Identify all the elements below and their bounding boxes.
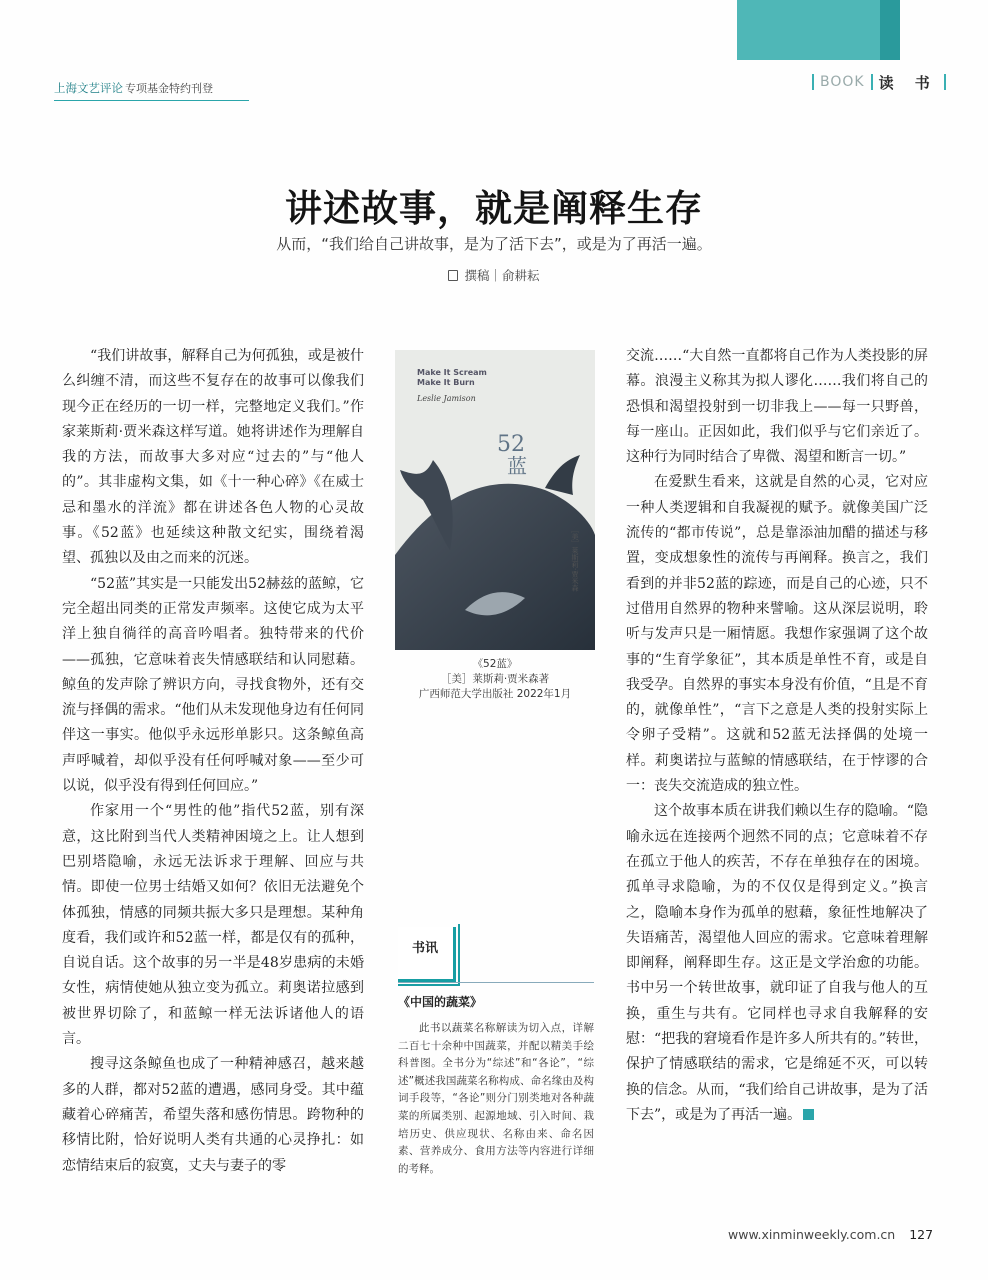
series-rest: 专项基金特约刊登: [125, 82, 213, 95]
byline-text: 撰稿｜俞耕耘: [464, 268, 540, 283]
article-subtitle: 从而，“我们给自己讲故事，是为了活下去”，或是为了再活一遍。: [276, 235, 712, 253]
caption-publisher: 广西师范大学出版社 2022年1月: [418, 688, 572, 700]
page-footer: [728, 1227, 933, 1242]
caption-title: 《52蓝》: [472, 658, 518, 670]
end-mark-icon: [803, 1109, 814, 1120]
cover-en-title-line: Make It Burn: [417, 378, 475, 387]
news-body: 此书以蔬菜名称解读为切入点，详解二百七十余种中国蔬菜，并配以精美手绘科普图。全书分为“综述”和“各论”，“综述”概述我国蔬菜名称构成、命名缘由及构词手段等，“各论”则分门别类地对各种蔬菜的所属类别、起源地域、引入时间、栽培历史、供应现状、名称由来、命名因素、营养成分、食用方法等内容进行详细的考释。: [398, 1022, 594, 1175]
section-bar-mid: [871, 74, 873, 90]
pen-icon: [448, 270, 458, 281]
cover-en-author: Leslie Jamison: [417, 394, 476, 403]
section-tag: [806, 72, 952, 92]
news-rule: [398, 982, 594, 983]
cover-cn-number: 52: [497, 432, 525, 457]
cover-cn-char: 蓝: [507, 454, 527, 478]
section-bar-left: [812, 74, 814, 90]
section-bar-right: [944, 74, 946, 90]
footer-url[interactable]: www.xinminweekly.com.cn: [728, 1227, 896, 1242]
caption-author: ［美］莱斯莉·贾米森著: [440, 673, 550, 685]
left-column: [62, 344, 364, 1179]
header-color-tab-accent: [880, 0, 900, 60]
paragraph: “52蓝”其实是一只能发出52赫兹的蓝鲸，它完全超出同类的正常发声频率。这使它成为太平洋上独自徜徉的高音吟唱者。独特带来的代价——孤独，它意味着丧失情感联结和认同慰藉。鲸鱼的发声除了辨识方向，寻找食物外，还有交流与择偶的需求。“他们从未发现他身边有任何同伴这一事实。他似乎永远形单影只。这条鲸鱼高声呼喊着，却似乎没有任何呼喊对象——至少可以说，似乎没有得到任何回应。”: [62, 575, 364, 795]
news-book-title: 《中国的蔬菜》: [398, 995, 483, 1009]
article-byline: [0, 266, 988, 284]
header-color-tab: [737, 0, 897, 60]
section-cn: 读 书: [878, 73, 938, 92]
paragraph-text: 这个故事本质在讲我们赖以生存的隐喻。“隐喻永远在连接两个迥然不同的点；它意味着不存在孤立于他人的疾苦，不存在单独存在的困境。孤单寻求隐喻，为的不仅仅是得到定义。”换言之，隐喻本身作为孤单的慰藉，象征性地解决了失语痛苦，渴望他人回应的需求。它意味着理解即阐释，阐释即生存。这正是文学治愈的功能。书中另一个转世故事，就印证了自我与他人的互换，重生与共有。它同样也寻求自我解释的安慰：“把我的窘境看作是许多人所共有的。”转世，保护了情感联结的需求，它是绵延不灭，可以转换的信念。从而，“我们给自己讲故事，是为了活下去”，或是为了再活一遍。: [626, 803, 928, 1123]
series-rule: [54, 100, 249, 101]
paragraph: 交流……“大自然一直都将自己作为人类投影的屏幕。浪漫主义称其为拟人谬化……我们将自己的恐惧和渴望投射到一切非我上——每一只野兽，每一座山。正因如此，我们似乎与它们亲近了。这种行为同时结合了卑微、渴望和断言一切。”: [626, 348, 928, 466]
paragraph: 搜寻这条鲸鱼也成了一种精神感召，越来越多的人群，都对52蓝的遭遇，感同身受。其中蕴藏着心碎痛苦，希望失落和感伤情思。跨物种的移情比附，恰好说明人类有共通的心灵挣扎：如恋情结束后的寂寞，丈夫与妻子的零: [62, 1056, 364, 1174]
cover-spine: [567, 526, 579, 591]
paragraph: “我们讲故事，解释自己为何孤独，或是被什么纠缠不清，而这些不复存在的故事可以像我们现今正在经历的一切一样，完整地定义我们。”作家莱斯莉·贾米森这样写道。她将讲述作为理解自我的方法，而故事大多对应“过去的”与“他人的”。其非虚构文集，如《十一种心碎》《在威士忌和墨水的洋流》都在讲述各色人物的心灵故事。《52蓝》也延续这种散文纪实，围绕着渴望、孤独以及由之而来的沉迷。: [62, 348, 364, 567]
cover-en-title: [417, 368, 487, 388]
book-cover: [395, 350, 595, 650]
paragraph: 在爱默生看来，这就是自然的心灵，它对应一种人类逻辑和自我凝视的赋予。就像美国广泛流传的“都市传说”，总是靠添油加醋的描述与移置，变成想象性的流传与再阐释。换言之，我们看到的并非52蓝的踪迹，而是自己的心迹，只不过借用自然界的物种来譬喻。这从深层说明，聆听与发声只是一厢情愿。我想作家强调了这个故事的“生育学象征”，其本质是单性不育，或是自我受孕。自然界的事实本身没有价值，“且是不育的，就像单性”，“言下之意是人类的投射实际上令卵子受精”。这就和52蓝无法择偶的处境一样。莉奥诺拉与蓝鲸的情感联结，在于悖谬的合一：丧失交流造成的独立性。: [626, 474, 928, 795]
paragraph: 作家用一个“男性的他”指代52蓝，别有深意，这比附到当代人类精神困境之上。让人想到巴别塔隐喻，永远无法诉求于理解、回应与共情。即使一位男士结婚又如何？依旧无法避免个体孤独，情感的同频共振大多只是理想。某种角度看，我们或许和52蓝一样，都是仅有的孤种，自说自话。这个故事的另一半是48岁患病的未婚女性，病情使她从独立变为孤立。莉奥诺拉感到被世界切除了，和蓝鲸一样无法诉诸他人的语言。: [62, 803, 364, 1048]
series-name: 上海文艺评论: [54, 81, 123, 95]
section-en: BOOK: [820, 74, 865, 90]
article-title: 讲述故事，就是阐释生存: [285, 186, 703, 230]
news-label: 书讯: [398, 927, 456, 982]
cover-en-title-line: Make It Scream: [417, 368, 487, 377]
book-caption: [380, 657, 610, 702]
paragraph: [626, 799, 928, 1128]
cover-spine-author: ［美］莱斯莉·贾米森: [571, 526, 579, 592]
page-number: 127: [909, 1227, 934, 1242]
series-label: [54, 80, 213, 98]
right-column: [626, 344, 928, 1128]
